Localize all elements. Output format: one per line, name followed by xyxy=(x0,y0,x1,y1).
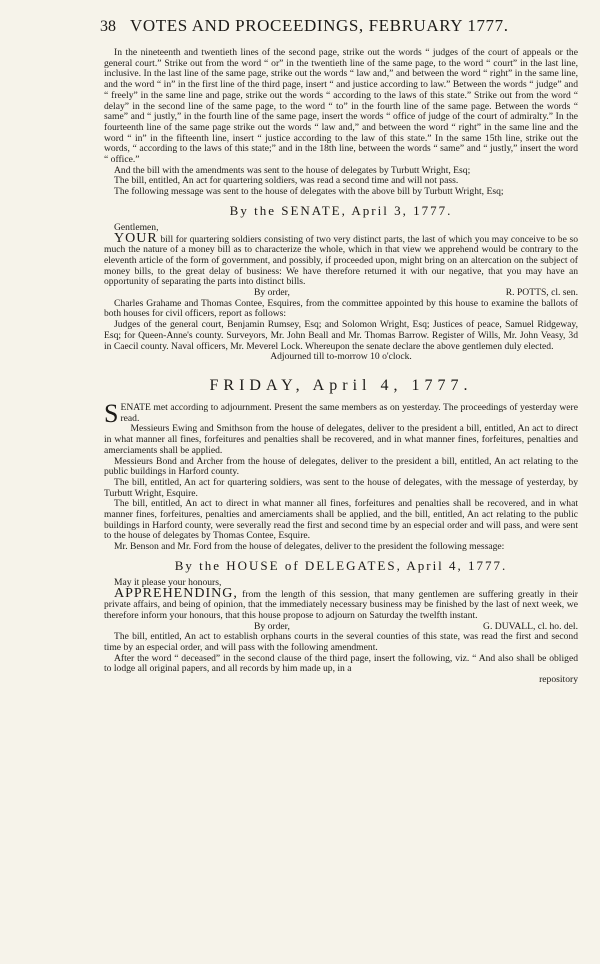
paragraph: The bill, entitled, An act for quartering soldiers, was read a second time and will not pass. xyxy=(114,175,459,187)
catchword: repository xyxy=(539,674,578,686)
house-message-lead: APPREHENDING, xyxy=(114,585,238,601)
salutation: May it please your honours, xyxy=(114,576,222,588)
paragraph: After the word “ deceased” in the second clause of the third page, insert the following, viz. “ And also shall be obliged to lodge all original papers, and all records by him made up, in a xyxy=(104,652,578,675)
day-heading: FRIDAY, April 4, 1777. xyxy=(209,376,473,394)
paragraph: Mr. Benson and Mr. Ford from the house of delegates, deliver to the president the following message: xyxy=(114,541,505,553)
paragraph: The bill, entitled, An act to establish orphans courts in the several counties of this state, was read the first and second time by an especial order, and will pass with the following amendment. xyxy=(104,631,578,654)
senate-message xyxy=(104,230,578,289)
paragraph: Judges of the general court, Benjamin Rumsey, Esq; and Solomon Wright, Esq; Justices of peace, Samuel Ridgeway, Esq; for Queen-Anne's county. Surveyors, Mr. John Beall and Mr. Thomas Barrow. Register of Wills, Mr. John Veasy, 3d in Caecil county. Naval officers, Mr. Meverel Lock. Whereupon the senate declare the above gentlemen duly elected. xyxy=(104,319,578,352)
by-order: By order, xyxy=(254,287,290,299)
drop-cap: S xyxy=(104,398,119,428)
senate-message-body: bill for quartering soldiers consisting of two very distinct parts, the last of which you may conceive to be so much the nature of a money bill as to characterize the whole, which in that view we apprehend would be contrary to the eleventh article of the form of government, and possibly, if proceeded upon, might bring on an altercation on the subject of money bills, to the great delay of business: We have therefore returned it with our negative, that you may have an opportunity of separating the parts into distinct bills. xyxy=(104,233,578,288)
senate-met-body: ENATE met according to adjournment. Present the same members as on yesterday. The proceedings of yesterday were read. xyxy=(120,401,578,424)
salutation: Gentlemen, xyxy=(114,221,159,233)
by-order: By order, xyxy=(254,620,290,632)
paragraph: And the bill with the amendments was sent to the house of delegates by Turbutt Wright, Esq; xyxy=(114,164,471,176)
text-body xyxy=(104,48,578,686)
paragraph: Messieurs Bond and Archer from the house of delegates, deliver to the president a bill, entitled, An act relating to the public buildings in Harford county. xyxy=(104,455,578,478)
page-number: 38 xyxy=(100,18,116,35)
amendments-paragraph: In the nineteenth and twentieth lines of the second page, strike out the words “ judges of the court of appeals or the general court.” Strike out from the word “ or” in the twentieth line of the same page, to the word “ court” in the last line, inclusive. In the last line of the same page, strike out the words “ law and,” and between the word “ right” in the same line, and the word “ in” in the first line of the third page, insert “ and justice according to law.” Between the words “ judge” and “ freely” in the same line and page, strike out the words “ according to the laws of this state.” Strike out from the word “ delay” in the second line of the same page, to the word “ to” in the fourth line of the same page. Between the words “ same” and “ justly,” in the fourth line of the same page, insert the words “ office of judge of the court of admiralty.” In the fourteenth line of the same page strike out the words “ law and,” and between the word “ right” in the same line and the word “ in” in the fifteenth line, insert “ justice according to the law of this state.” In the same 15th line, strike out the words, “ according to the laws of this state;” and in the 18th line, between the words “ same” and “ justly,” insert the word “ office.” xyxy=(104,47,578,166)
house-message-body: from the length of this session, that many gentlemen are suffering greatly in their private affairs, and being of opinion, that the immediately necessary business may be finished by the last of next week, we therefore inform your honours, that this house propose to adjourn on Saturday the twelfth instant. xyxy=(104,588,578,621)
paragraph: The bill, entitled, An act for quartering soldiers, was sent to the house of delegates, with the message of yesterday, by Turbutt Wright, Esquire. xyxy=(104,476,578,499)
signer-name: G. DUVALL, cl. ho. del. xyxy=(483,620,578,632)
senate-message-lead: YOUR xyxy=(114,230,158,246)
paragraph: The bill, entitled, An act to direct in what manner all fines, forfeitures and penalties shall be recovered, and in what manner fines, forfeitures, penalties and amerciaments shall be applied, and the bill, entitled, An act relating to the public buildings in Harford county, were severally read the first and second time by an especial order and will pass, and were sent to the house of delegates by Thomas Contee, Esquire. xyxy=(104,498,578,542)
signer-name: R. POTTS, cl. sen. xyxy=(505,287,578,299)
senate-met-paragraph xyxy=(104,398,578,428)
running-header xyxy=(100,16,578,42)
senate-message-heading: By the SENATE, April 3, 1777. xyxy=(229,202,453,218)
house-message-heading: By the HOUSE of DELEGATES, April 4, 1777. xyxy=(174,557,508,573)
paragraph: The following message was sent to the house of delegates with the above bill by Turbutt Wright, Esq; xyxy=(114,186,504,198)
adjournment-note: Adjourned till to-morrow 10 o'clock. xyxy=(270,351,412,363)
paragraph: Messieurs Ewing and Smithson from the house of delegates, deliver to the president a bill, entitled, An act to direct in what manner all fines, forfeitures and penalties shall be recovered, and in what manner fines, forfeitures, penalties and amerciaments shall be applied. xyxy=(104,423,578,456)
paragraph: Charles Grahame and Thomas Contee, Esquires, from the committee appointed by this house to examine the ballots of both houses for civil officers, report as follows: xyxy=(104,297,578,320)
house-message xyxy=(104,585,578,622)
running-title: VOTES AND PROCEEDINGS, FEBRUARY 1777. xyxy=(130,16,509,35)
